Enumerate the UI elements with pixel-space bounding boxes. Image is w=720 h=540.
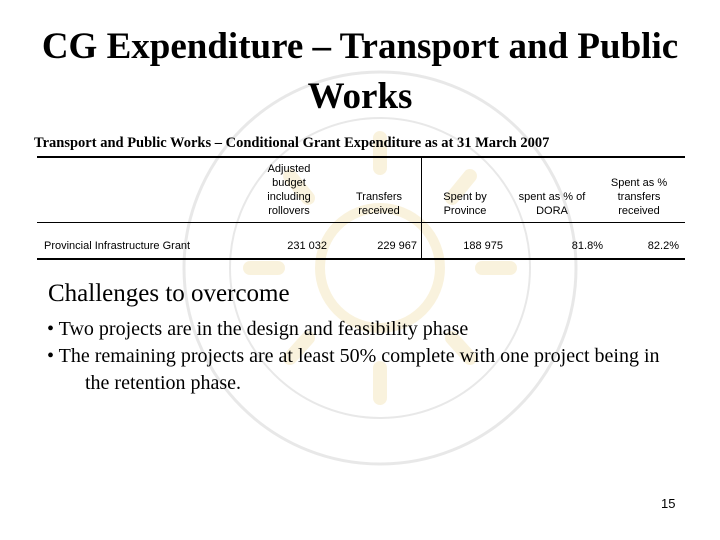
- table-cell: 231 032: [287, 240, 327, 252]
- table-caption: Transport and Public Works – Conditional Grant Expenditure as at 31 March 2007: [34, 135, 550, 151]
- table-cell: 81.8%: [571, 240, 603, 252]
- table-row-label: Provincial Infrastructure Grant: [44, 240, 191, 252]
- list-item: • The remaining projects are at least 50% complete with one project being in the retention phase.: [47, 345, 660, 394]
- table-cell: 188 975: [463, 240, 503, 252]
- slide-title: CG Expenditure – Transport and Public Works: [41, 26, 679, 117]
- column-header: Adjusted budget including rollovers: [267, 163, 311, 217]
- challenges-list: [47, 316, 667, 397]
- table-cell: 82.2%: [647, 240, 679, 252]
- list-item: • Two projects are in the design and feasibility phase: [47, 318, 469, 340]
- grant-expenditure-table: [37, 156, 685, 260]
- header-divider: [37, 222, 685, 223]
- column-header: Spent as % transfers received: [610, 177, 668, 217]
- column-header: Transfers received: [355, 191, 403, 217]
- challenges-heading: Challenges to overcome: [48, 280, 290, 307]
- page-number: 15: [661, 496, 676, 511]
- table-cell: 229 967: [377, 240, 417, 252]
- column-header: spent as % of DORA: [518, 191, 586, 217]
- column-header: Spent by Province: [443, 191, 487, 217]
